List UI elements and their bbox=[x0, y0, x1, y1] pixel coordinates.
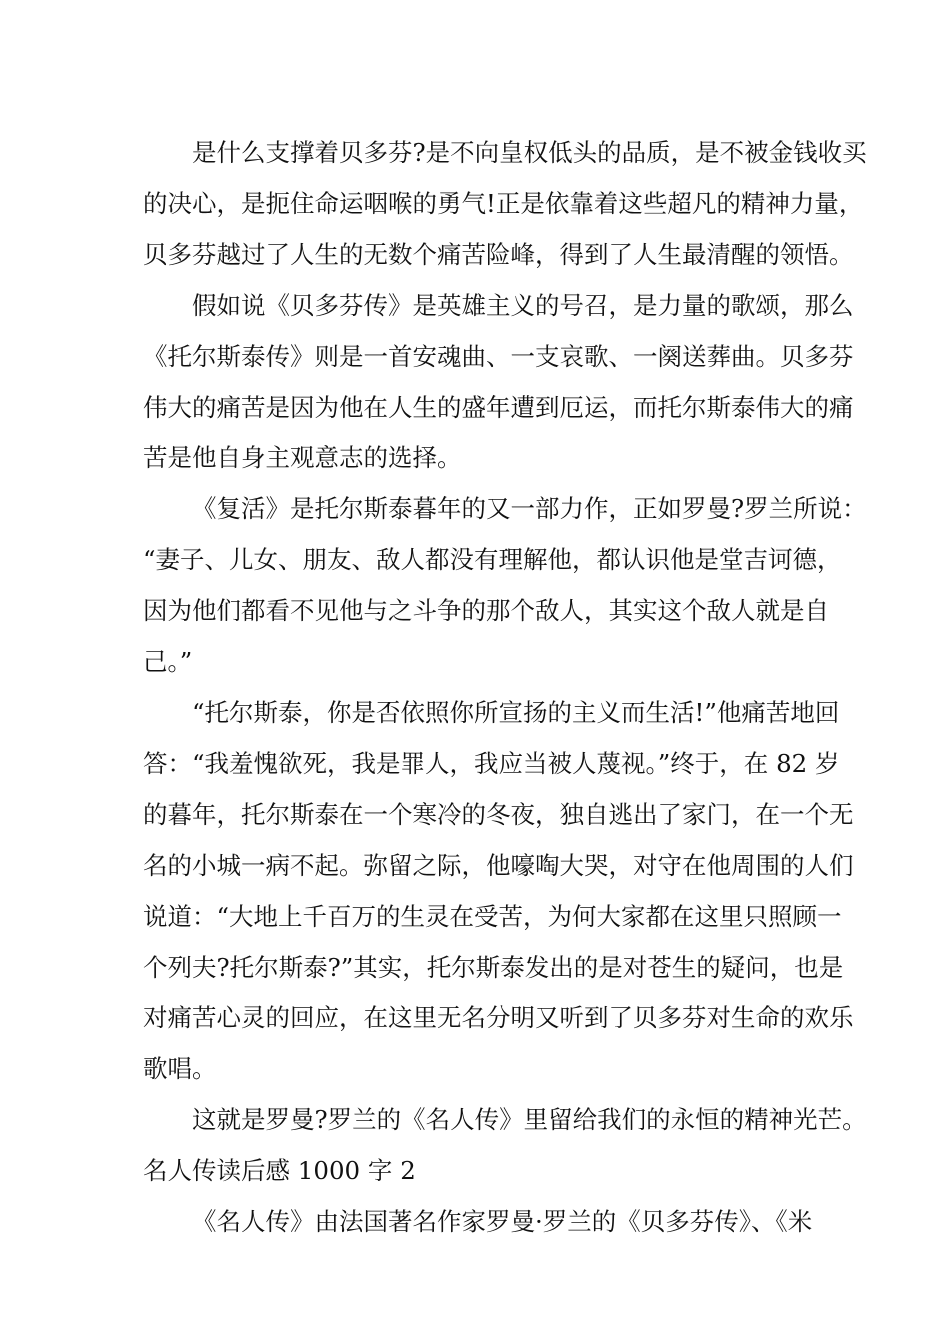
text-line: 苦是他自身主观意志的选择。 bbox=[143, 443, 462, 473]
text-line: 伟大的痛苦是因为他在人生的盛年遭到厄运，而托尔斯泰伟大的痛 bbox=[143, 392, 854, 422]
text-line: 贝多芬越过了人生的无数个痛苦险峰，得到了人生最清醒的领悟。 bbox=[143, 239, 854, 269]
text-line: 假如说《贝多芬传》是英雄主义的号召，是力量的歌颂，那么 bbox=[192, 290, 854, 320]
text-line: 是什么支撑着贝多芬?是不向皇权低头的品质，是不被金钱收买 bbox=[192, 138, 867, 167]
paragraph-resurrection bbox=[143, 484, 867, 688]
text-line: 说道：“大地上千百万的生灵在受苦，为何大家都在这里只照顾一 bbox=[143, 901, 842, 931]
text-line: 这就是罗曼?罗兰的《名人传》里留给我们的永恒的精神光芒。 bbox=[192, 1105, 867, 1135]
paragraph-beethoven-spirit bbox=[143, 128, 867, 281]
text-line: 因为他们都看不见他与之斗争的那个敌人，其实这个敌人就是自 bbox=[143, 596, 829, 626]
text-line: 的暮年，托尔斯泰在一个寒冷的冬夜，独自逃出了家门，在一个无 bbox=[143, 799, 854, 829]
text-line: 对痛苦心灵的回应，在这里无名分明又听到了贝多芬对生命的欢乐 bbox=[143, 1003, 854, 1033]
paragraph-tolstoy-final-years bbox=[143, 688, 854, 1095]
text-line: 《托尔斯泰传》则是一首安魂曲、一支哀歌、一阕送葬曲。贝多芬 bbox=[143, 341, 854, 371]
section-heading bbox=[143, 1146, 813, 1197]
text-line: “托尔斯泰，你是否依照你所宣扬的主义而生活!”他痛苦地回 bbox=[192, 697, 840, 727]
text-line: “妻子、儿女、朋友、敌人都没有理解他，都认识他是堂吉诃德， bbox=[143, 545, 842, 575]
text-line: 己。” bbox=[143, 647, 193, 677]
text-line: 个列夫?托尔斯泰?”其实，托尔斯泰发出的是对苍生的疑问，也是 bbox=[143, 952, 844, 982]
text-line: 的决心，是扼住命运咽喉的勇气!正是依靠着这些超凡的精神力量， bbox=[143, 188, 864, 218]
text-line: 名的小城一病不起。弥留之际，他嚎啕大哭，对守在他周围的人们 bbox=[143, 850, 854, 880]
text-line: 歌唱。 bbox=[143, 1054, 217, 1084]
text-line: 《复活》是托尔斯泰暮年的又一部力作，正如罗曼?罗兰所说： bbox=[192, 494, 867, 524]
document-body bbox=[143, 128, 867, 1248]
text-line: 答：“我羞愧欲死，我是罪人，我应当被人蔑视。”终于，在 82 岁 bbox=[143, 748, 840, 778]
paragraph-intro-famous-lives bbox=[143, 1197, 813, 1248]
heading-text: 名人传读后感 1000 字 2 bbox=[143, 1156, 416, 1186]
text-line: 《名人传》由法国著名作家罗曼·罗兰的《贝多芬传》、《米 bbox=[192, 1207, 813, 1237]
paragraph-tolstoy-comparison bbox=[143, 281, 854, 485]
paragraph-conclusion bbox=[143, 1095, 867, 1146]
